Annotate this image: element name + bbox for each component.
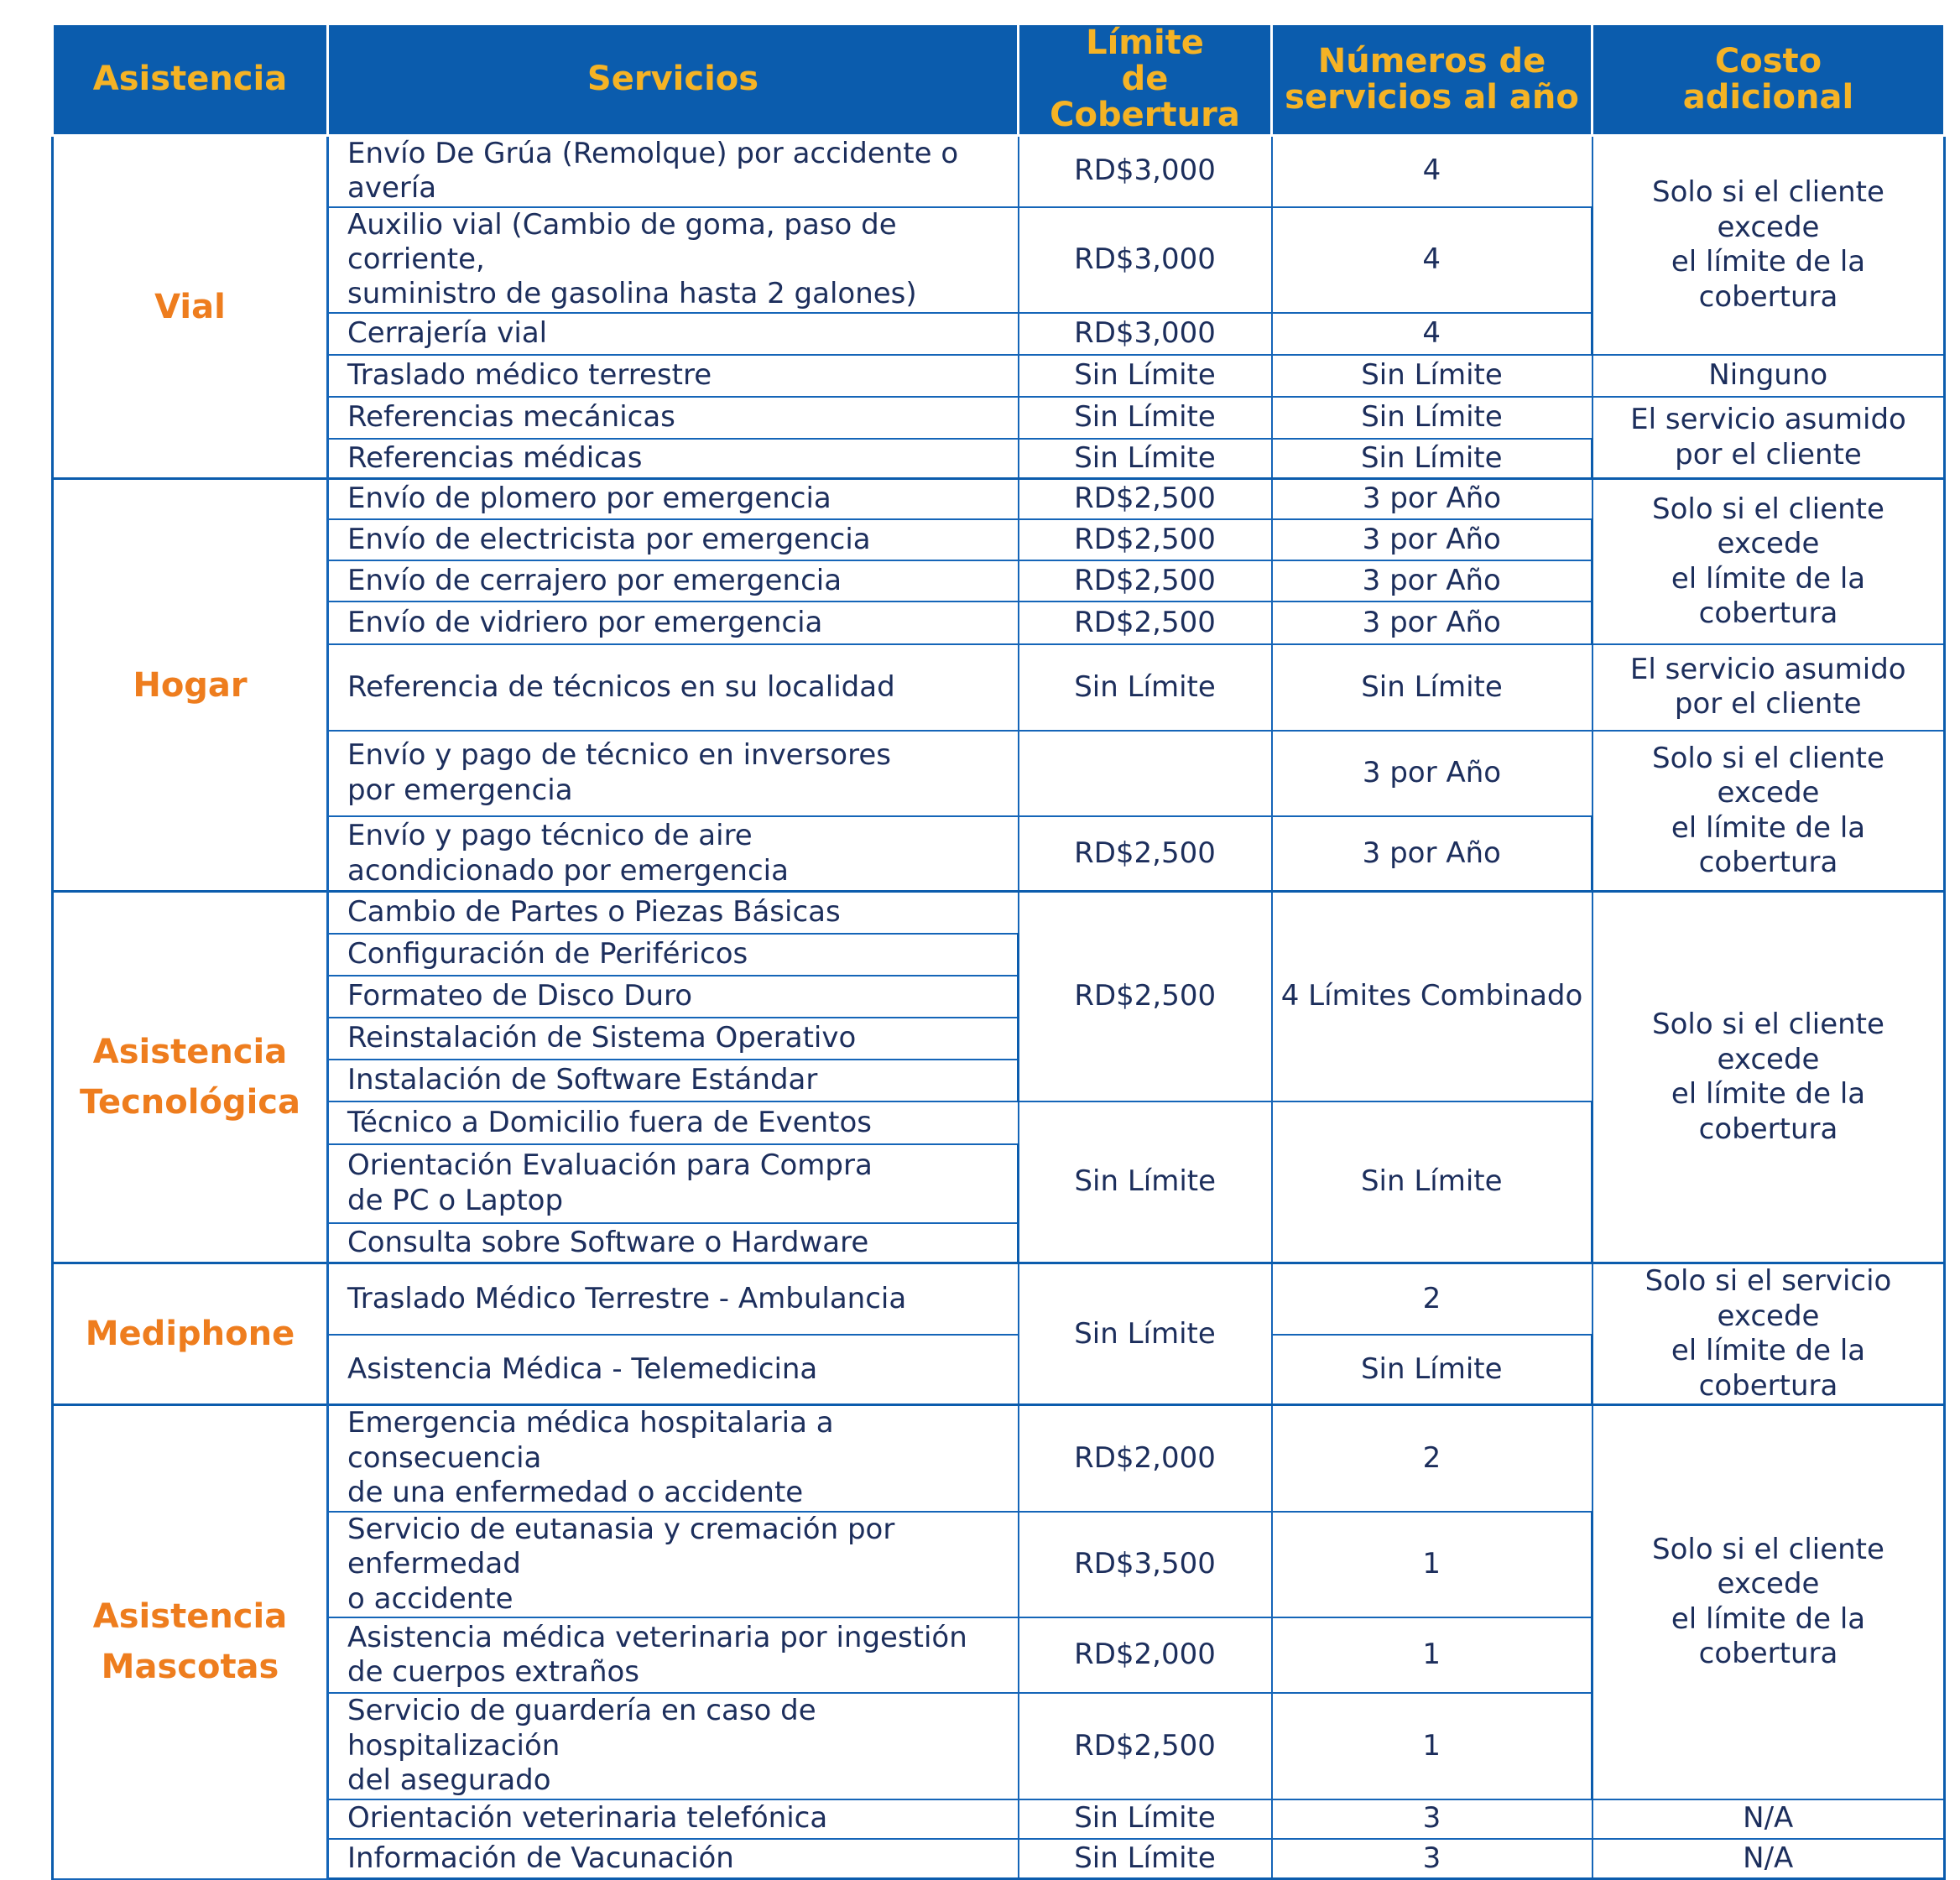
limit-cell: Sin Límite	[1019, 644, 1272, 731]
service-cell: Traslado Médico Terrestre - Ambulancia	[328, 1263, 1019, 1335]
service-cell: Referencia de técnicos en su localidad	[328, 644, 1019, 731]
header-limite: Límite de Cobertura	[1019, 24, 1272, 136]
count-cell: 2	[1272, 1263, 1592, 1335]
limit-cell: RD$2,500	[1019, 816, 1272, 892]
count-cell: 1	[1272, 1693, 1592, 1799]
table-row	[53, 479, 1945, 519]
service-cell: Asistencia médica veterinaria por ingestión de cuerpos extraños	[328, 1617, 1019, 1693]
limit-cell: Sin Límite	[1019, 355, 1272, 397]
service-cell: Envío De Grúa (Remolque) por accidente o avería	[328, 135, 1019, 206]
group-mascotas: Asistencia Mascotas	[53, 1405, 328, 1879]
limit-cell: RD$3,000	[1019, 135, 1272, 206]
limit-cell: RD$2,500	[1019, 1693, 1272, 1799]
service-cell: Referencias médicas	[328, 439, 1019, 479]
group-hogar: Hogar	[53, 479, 328, 892]
group-vial: Vial	[53, 135, 328, 479]
count-cell: 3	[1272, 1799, 1592, 1839]
service-cell: Técnico a Domicilio fuera de Eventos	[328, 1101, 1019, 1144]
table-row	[53, 731, 1945, 816]
limit-cell: RD$2,500	[1019, 560, 1272, 601]
header-numeros: Números de servicios al año	[1272, 24, 1592, 136]
count-cell: 3 por Año	[1272, 479, 1592, 519]
service-cell: Envío de vidriero por emergencia	[328, 601, 1019, 644]
count-cell: 4 Límites Combinado	[1272, 892, 1592, 1101]
limit-cell: Sin Límite	[1019, 439, 1272, 479]
limit-cell: RD$3,000	[1019, 313, 1272, 355]
header-servicios: Servicios	[328, 24, 1019, 136]
table-row	[53, 1405, 1945, 1512]
count-cell: 4	[1272, 135, 1592, 206]
service-cell: Configuración de Periféricos	[328, 934, 1019, 976]
limit-cell: RD$3,000	[1019, 207, 1272, 313]
header-row	[53, 24, 1945, 136]
header-costo: Costo adicional	[1592, 24, 1945, 136]
service-cell: Orientación Evaluación para Compra de PC o Laptop	[328, 1144, 1019, 1223]
cost-cell: Ninguno	[1592, 355, 1945, 397]
limit-cell: RD$2,500	[1019, 519, 1272, 560]
table-row	[53, 1839, 1945, 1879]
service-cell: Formateo de Disco Duro	[328, 976, 1019, 1018]
limit-cell: RD$2,000	[1019, 1617, 1272, 1693]
service-cell: Envío de cerrajero por emergencia	[328, 560, 1019, 601]
limit-cell	[1019, 731, 1272, 816]
cost-cell: Solo si el cliente excede el límite de la cobertura	[1592, 1405, 1945, 1799]
cost-cell: Solo si el cliente excede el límite de la cobertura	[1592, 731, 1945, 892]
limit-cell: Sin Límite	[1019, 1101, 1272, 1263]
count-cell: 2	[1272, 1405, 1592, 1512]
limit-cell: Sin Límite	[1019, 397, 1272, 439]
count-cell: 1	[1272, 1617, 1592, 1693]
service-cell: Envío de electricista por emergencia	[328, 519, 1019, 560]
table-row	[53, 644, 1945, 731]
count-cell: 4	[1272, 207, 1592, 313]
limit-cell: RD$2,500	[1019, 479, 1272, 519]
table-row	[53, 355, 1945, 397]
limit-cell: RD$3,500	[1019, 1512, 1272, 1617]
group-mediphone: Mediphone	[53, 1263, 328, 1405]
count-cell: 3 por Año	[1272, 601, 1592, 644]
count-cell: Sin Límite	[1272, 397, 1592, 439]
count-cell: 3 por Año	[1272, 519, 1592, 560]
table-row	[53, 892, 1945, 934]
cost-cell: Solo si el cliente excede el límite de la cobertura	[1592, 479, 1945, 644]
service-cell: Información de Vacunación	[328, 1839, 1019, 1879]
service-cell: Orientación veterinaria telefónica	[328, 1799, 1019, 1839]
count-cell: 3	[1272, 1839, 1592, 1879]
service-cell: Asistencia Médica - Telemedicina	[328, 1335, 1019, 1405]
table-row	[53, 1263, 1945, 1335]
cost-cell: Solo si el cliente excede el límite de la cobertura	[1592, 135, 1945, 355]
coverage-table	[51, 23, 1946, 1880]
count-cell: 3 por Año	[1272, 731, 1592, 816]
cost-cell: El servicio asumido por el cliente	[1592, 644, 1945, 731]
table-row	[53, 397, 1945, 439]
count-cell: 4	[1272, 313, 1592, 355]
limit-cell: RD$2,000	[1019, 1405, 1272, 1512]
count-cell: 3 por Año	[1272, 816, 1592, 892]
count-cell: Sin Límite	[1272, 355, 1592, 397]
service-cell: Reinstalación de Sistema Operativo	[328, 1018, 1019, 1060]
limit-cell: RD$2,500	[1019, 892, 1272, 1101]
service-cell: Referencias mecánicas	[328, 397, 1019, 439]
service-cell: Envío y pago técnico de aire acondicionado por emergencia	[328, 816, 1019, 892]
cost-cell: N/A	[1592, 1799, 1945, 1839]
limit-cell: RD$2,500	[1019, 601, 1272, 644]
count-cell: Sin Límite	[1272, 1101, 1592, 1263]
table-row	[53, 1799, 1945, 1839]
group-tecnologica: Asistencia Tecnológica	[53, 892, 328, 1263]
count-cell: 1	[1272, 1512, 1592, 1617]
service-cell: Traslado médico terrestre	[328, 355, 1019, 397]
service-cell: Envío y pago de técnico en inversores por emergencia	[328, 731, 1019, 816]
service-cell: Instalación de Software Estándar	[328, 1060, 1019, 1101]
table-row	[53, 135, 1945, 206]
count-cell: Sin Límite	[1272, 1335, 1592, 1405]
count-cell: 3 por Año	[1272, 560, 1592, 601]
service-cell: Consulta sobre Software o Hardware	[328, 1223, 1019, 1263]
limit-cell: Sin Límite	[1019, 1839, 1272, 1879]
service-cell: Cerrajería vial	[328, 313, 1019, 355]
count-cell: Sin Límite	[1272, 644, 1592, 731]
count-cell: Sin Límite	[1272, 439, 1592, 479]
limit-cell: Sin Límite	[1019, 1799, 1272, 1839]
cost-cell: Solo si el servicio excede el límite de la cobertura	[1592, 1263, 1945, 1405]
cost-cell: El servicio asumido por el cliente	[1592, 397, 1945, 479]
service-cell: Servicio de eutanasia y cremación por enfermedad o accidente	[328, 1512, 1019, 1617]
service-cell: Servicio de guardería en caso de hospitalización del asegurado	[328, 1693, 1019, 1799]
service-cell: Envío de plomero por emergencia	[328, 479, 1019, 519]
cost-cell: Solo si el cliente excede el límite de la cobertura	[1592, 892, 1945, 1263]
service-cell: Cambio de Partes o Piezas Básicas	[328, 892, 1019, 934]
header-asistencia: Asistencia	[53, 24, 328, 136]
service-cell: Emergencia médica hospitalaria a consecuencia de una enfermedad o accidente	[328, 1405, 1019, 1512]
service-cell: Auxilio vial (Cambio de goma, paso de corriente, suministro de gasolina hasta 2 galones)	[328, 207, 1019, 313]
cost-cell: N/A	[1592, 1839, 1945, 1879]
limit-cell: Sin Límite	[1019, 1263, 1272, 1405]
